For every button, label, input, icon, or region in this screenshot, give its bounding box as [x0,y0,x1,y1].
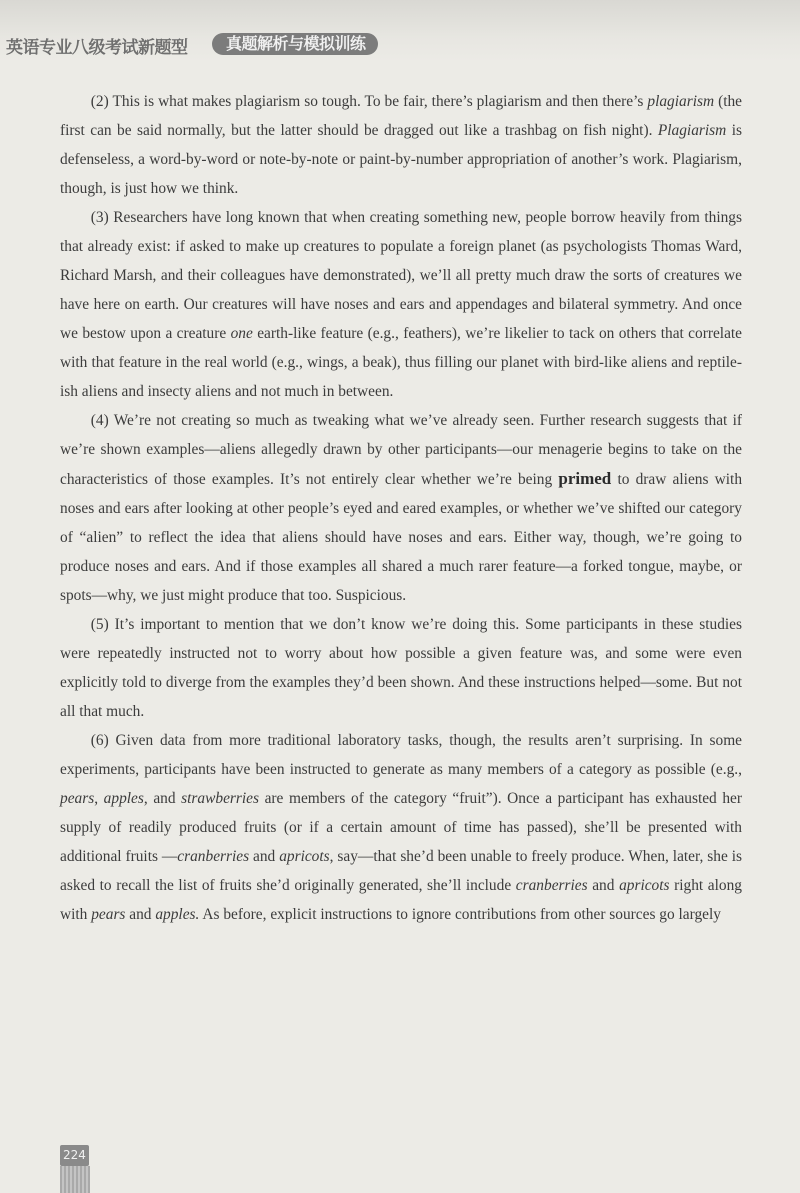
text-segment: , [94,790,104,807]
text-segment: pears [91,906,126,923]
text-segment: Plagiarism [657,122,727,139]
text-segment: are members of the category “fruit”). Once a participant has exhausted her supply of readily produced fruits (or if a certain amount of time has passed), she’ll be presented with additional fruits — [60,790,743,865]
series-title: 英语专业八级考试新题型 [6,38,188,58]
text-segment: (6) Given data from more traditional laboratory tasks, though, the results aren’t surprising. In some experiments, participants have been instructed to generate as many members of a category as possible (e.g., [60,732,742,778]
text-segment: strawberries [181,790,259,807]
text-segment: plagiarism [647,93,715,110]
text-segment: apples. [155,906,200,923]
text-segment: cranberries [177,848,250,865]
text-segment: primed [558,469,612,488]
page-number: 224 [60,1145,89,1166]
text-segment: and [249,848,280,865]
text-segment: , say—that she’d been unable to freely produce. When, later, she is asked to recall the list of fruits she’d originally generated, she’ll include [60,848,742,894]
text-segment: apricots [279,848,330,865]
text-segment: apricots [619,877,670,894]
page-header [0,0,800,62]
paragraph-5 [60,610,742,726]
text-segment: apples [103,790,144,807]
text-segment: (3) Researchers have long known that when creating something new, people borrow heavily from things that already exist: if asked to make up creatures to populate a foreign planet (as psychologists Thomas Ward, Richard Marsh, and their colleagues have demonstrated), we’ll all pretty much draw the sorts of creatures we have here on earth. Our creatures will have noses and ears and appendages and bilateral symmetry. And once we bestow upon a creature [60,209,742,342]
text-segment: pears [60,790,95,807]
text-segment: (the first can be said normally, but the latter should be dragged out like a trashbag on fish night). [60,93,742,139]
text-segment: is defenseless, a word-by-word or note-by-note or paint-by-number appropriation of another’s work. Plagiarism, though, is just how we think. [60,122,742,197]
text-segment: and [587,877,620,894]
text-segment: (4) We’re not creating so much as tweaking what we’ve already seen. Further research suggests that if we’re shown examples—aliens allegedly drawn by other participants—our menagerie begins to take on the characteristics of those examples. It’s not entirely clear whether we’re being [60,412,742,488]
article-body [60,87,742,929]
paragraph-6 [60,726,742,929]
section-subtitle-badge: 真题解析与模拟训练 [212,33,378,55]
text-segment: , and [143,790,182,807]
paragraph-3 [60,203,742,406]
page-edge-decoration [60,1166,90,1193]
text-segment: to draw aliens with noses and ears after looking at other people’s eyed and eared examples, or whether we’ve shifted our category of “alien” to reflect the idea that aliens should have noses and ears. Either way, though, we’re going to produce noses and ears. And if those examples all shared a much rarer feature—a forked tongue, maybe, or spots—why, we just might produce that too. Suspicious. [60,471,743,604]
text-segment: cranberries [515,877,588,894]
text-segment: right along with [60,877,742,923]
text-segment: earth-like feature (e.g., feathers), we’re likelier to tack on others that correlate with that feature in the real world (e.g., wings, a beak), thus filling our planet with bird-like aliens and reptile-ish aliens and insecty aliens and not much in between. [60,325,743,400]
text-segment: one [230,325,253,342]
paragraph-2 [60,87,742,203]
text-segment: and [125,906,156,923]
text-segment: (5) It’s important to mention that we don’t know we’re doing this. Some participants in these studies were repeatedly instructed not to worry about how possible a given feature was, and some were even explicitly told to diverge from the examples they’d been shown. And these instructions helped—some. But not all that much. [60,616,742,720]
text-segment: (2) This is what makes plagiarism so tough. To be fair, there’s plagiarism and then there’s [90,93,648,110]
paragraph-4 [60,406,742,610]
text-segment: As before, explicit instructions to ignore contributions from other sources go largely [199,906,721,923]
